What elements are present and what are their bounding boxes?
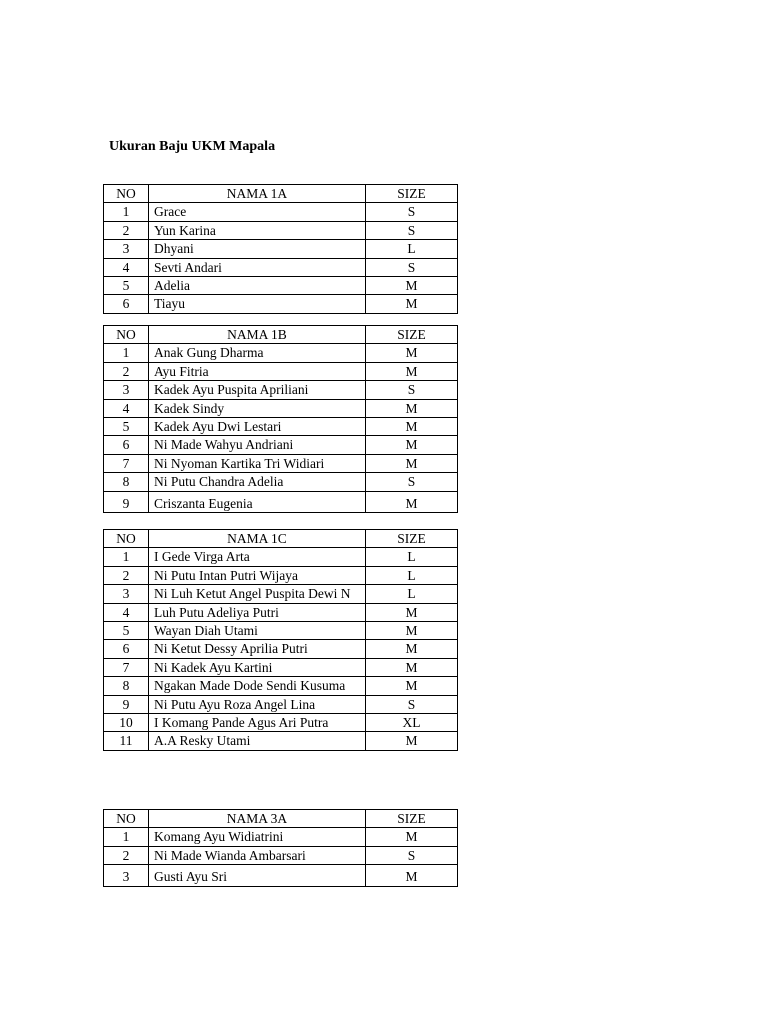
table-row <box>104 658 458 676</box>
row-no: 2 <box>104 566 149 584</box>
row-no: 8 <box>104 473 149 491</box>
row-no: 6 <box>104 295 149 313</box>
row-name: I Komang Pande Agus Ari Putra <box>149 714 366 732</box>
row-size: S <box>366 695 458 713</box>
table-row <box>104 714 458 732</box>
row-size: L <box>366 240 458 258</box>
row-no: 3 <box>104 240 149 258</box>
row-name: Ni Made Wianda Ambarsari <box>149 846 366 864</box>
row-name: Dhyani <box>149 240 366 258</box>
table-header-row <box>104 326 458 344</box>
row-name: Yun Karina <box>149 221 366 239</box>
row-no: 3 <box>104 585 149 603</box>
row-name: Ni Nyoman Kartika Tri Widiari <box>149 454 366 472</box>
row-size: M <box>366 658 458 676</box>
row-no: 9 <box>104 491 149 512</box>
row-name: Grace <box>149 203 366 221</box>
size-table-1c <box>103 529 458 751</box>
row-size: L <box>366 566 458 584</box>
row-name: Ni Kadek Ayu Kartini <box>149 658 366 676</box>
table-row <box>104 344 458 362</box>
row-name: Ni Putu Ayu Roza Angel Lina <box>149 695 366 713</box>
row-name: Adelia <box>149 277 366 295</box>
table-row <box>104 418 458 436</box>
size-table-3a <box>103 809 458 887</box>
row-name: A.A Resky Utami <box>149 732 366 750</box>
table-row <box>104 399 458 417</box>
size-table-1a <box>103 184 458 314</box>
row-size: L <box>366 548 458 566</box>
document-title: Ukuran Baju UKM Mapala <box>109 139 276 154</box>
row-size: S <box>366 258 458 276</box>
row-size: M <box>366 399 458 417</box>
header-name: NAMA 3A <box>149 810 366 828</box>
row-no: 1 <box>104 548 149 566</box>
row-name: Criszanta Eugenia <box>149 491 366 512</box>
table-row <box>104 258 458 276</box>
row-size: L <box>366 585 458 603</box>
row-size: M <box>366 677 458 695</box>
table-row <box>104 566 458 584</box>
row-name: Gusti Ayu Sri <box>149 865 366 886</box>
row-name: Ni Putu Intan Putri Wijaya <box>149 566 366 584</box>
row-size: M <box>366 344 458 362</box>
row-size: S <box>366 203 458 221</box>
row-no: 5 <box>104 418 149 436</box>
table-row <box>104 203 458 221</box>
row-name: Ngakan Made Dode Sendi Kusuma <box>149 677 366 695</box>
row-size: M <box>366 622 458 640</box>
row-size: S <box>366 473 458 491</box>
table-row <box>104 640 458 658</box>
header-no: NO <box>104 326 149 344</box>
row-size: M <box>366 865 458 886</box>
row-size: M <box>366 491 458 512</box>
row-size: S <box>366 846 458 864</box>
row-size: XL <box>366 714 458 732</box>
table-row <box>104 865 458 886</box>
header-size: SIZE <box>366 185 458 203</box>
row-no: 3 <box>104 865 149 886</box>
table-row <box>104 277 458 295</box>
row-size: M <box>366 277 458 295</box>
row-name: Ni Putu Chandra Adelia <box>149 473 366 491</box>
row-name: I Gede Virga Arta <box>149 548 366 566</box>
row-no: 1 <box>104 828 149 846</box>
table-row <box>104 381 458 399</box>
table-row <box>104 828 458 846</box>
row-size: S <box>366 381 458 399</box>
row-name: Ayu Fitria <box>149 362 366 380</box>
row-size: M <box>366 362 458 380</box>
table-row <box>104 846 458 864</box>
table-row <box>104 695 458 713</box>
row-no: 2 <box>104 846 149 864</box>
table-header-row <box>104 530 458 548</box>
table-row <box>104 473 458 491</box>
row-name: Kadek Sindy <box>149 399 366 417</box>
header-no: NO <box>104 530 149 548</box>
table-row <box>104 295 458 313</box>
table-row <box>104 677 458 695</box>
header-size: SIZE <box>366 810 458 828</box>
row-size: M <box>366 295 458 313</box>
row-size: M <box>366 640 458 658</box>
row-no: 1 <box>104 203 149 221</box>
row-name: Sevti Andari <box>149 258 366 276</box>
row-size: M <box>366 418 458 436</box>
row-name: Luh Putu Adeliya Putri <box>149 603 366 621</box>
row-name: Ni Luh Ketut Angel Puspita Dewi N <box>149 585 366 603</box>
header-size: SIZE <box>366 326 458 344</box>
table-row <box>104 436 458 454</box>
row-no: 4 <box>104 399 149 417</box>
row-size: M <box>366 828 458 846</box>
table-row <box>104 585 458 603</box>
row-name: Anak Gung Dharma <box>149 344 366 362</box>
header-no: NO <box>104 810 149 828</box>
row-no: 1 <box>104 344 149 362</box>
table-row <box>104 622 458 640</box>
row-size: M <box>366 732 458 750</box>
row-name: Ni Ketut Dessy Aprilia Putri <box>149 640 366 658</box>
row-name: Kadek Ayu Puspita Apriliani <box>149 381 366 399</box>
row-size: M <box>366 436 458 454</box>
row-no: 6 <box>104 640 149 658</box>
header-no: NO <box>104 185 149 203</box>
row-name: Wayan Diah Utami <box>149 622 366 640</box>
row-no: 9 <box>104 695 149 713</box>
table-row <box>104 491 458 512</box>
row-no: 7 <box>104 658 149 676</box>
row-no: 2 <box>104 221 149 239</box>
header-name: NAMA 1B <box>149 326 366 344</box>
row-size: M <box>366 454 458 472</box>
table-row <box>104 221 458 239</box>
table-row <box>104 603 458 621</box>
row-no: 10 <box>104 714 149 732</box>
table-row <box>104 732 458 750</box>
row-no: 4 <box>104 603 149 621</box>
row-no: 3 <box>104 381 149 399</box>
row-no: 5 <box>104 277 149 295</box>
size-table-1b <box>103 325 458 513</box>
table-row <box>104 240 458 258</box>
table-header-row <box>104 185 458 203</box>
row-name: Ni Made Wahyu Andriani <box>149 436 366 454</box>
row-name: Komang Ayu Widiatrini <box>149 828 366 846</box>
table-row <box>104 454 458 472</box>
row-no: 2 <box>104 362 149 380</box>
row-no: 7 <box>104 454 149 472</box>
row-no: 5 <box>104 622 149 640</box>
row-size: S <box>366 221 458 239</box>
row-no: 4 <box>104 258 149 276</box>
row-name: Kadek Ayu Dwi Lestari <box>149 418 366 436</box>
header-name: NAMA 1A <box>149 185 366 203</box>
table-header-row <box>104 810 458 828</box>
row-no: 11 <box>104 732 149 750</box>
row-no: 6 <box>104 436 149 454</box>
row-name: Tiayu <box>149 295 366 313</box>
table-row <box>104 362 458 380</box>
row-size: M <box>366 603 458 621</box>
header-size: SIZE <box>366 530 458 548</box>
row-no: 8 <box>104 677 149 695</box>
header-name: NAMA 1C <box>149 530 366 548</box>
table-row <box>104 548 458 566</box>
